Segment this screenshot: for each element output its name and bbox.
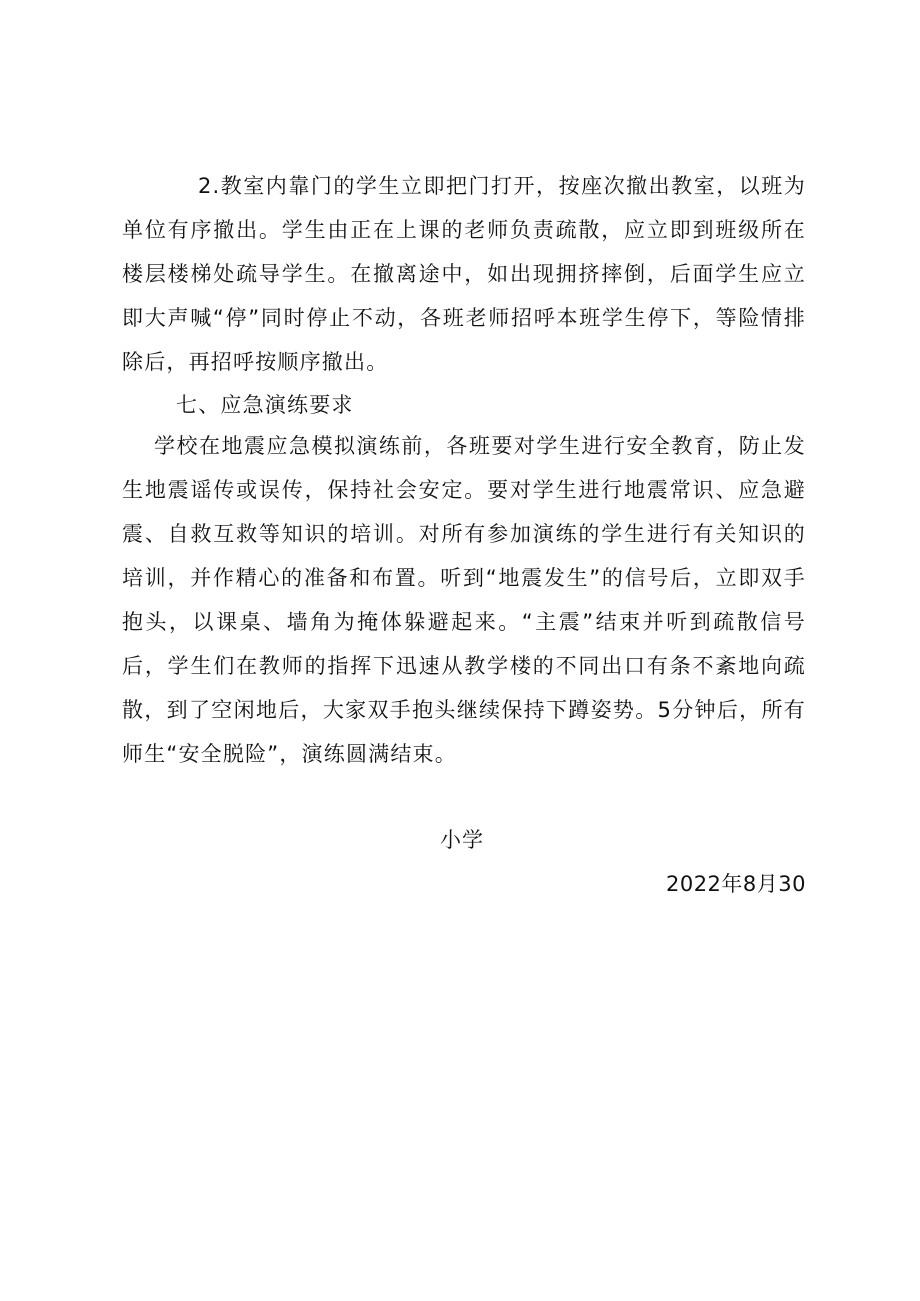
- signature-school: 小学: [440, 828, 484, 852]
- signature-date: 2022年8月30: [665, 872, 806, 896]
- paragraph-drill-requirements: 学校在地震应急模拟演练前，各班要对学生进行安全教育，防止发生地震谣传或误传，保持社会安定。要对学生进行地震常识、应急避震、自救互救等知识的培训。对所有参加演练的学生进行有关知识的培训，并作精心的准备和布置。听到“地震发生”的信号后，立即双手抱头，以课桌、墙角为掩体躲避起来。“主震”结束并听到疏散信号后，学生们在教师的指挥下迅速从教学楼的不同出口有条不紊地向疏散，到了空闲地后，大家双手抱头继续保持下蹲姿势。5分钟后，所有师生“安全脱险”，演练圆满结束。: [122, 434, 806, 766]
- paragraph-evacuation: 2.教室内靠门的学生立即把门打开，按座次撤出教室，以班为单位有序撤出。学生由正在上课的老师负责疏散，应立即到班级所在楼层楼梯处疏导学生。在撤离途中，如出现拥挤摔倒，后面学生应立即大声喊“停”同时停止不动，各班老师招呼本班学生停下，等险情排除后，再招呼按顺序撤出。: [122, 174, 806, 374]
- section-heading: 七、应急演练要求: [176, 393, 354, 417]
